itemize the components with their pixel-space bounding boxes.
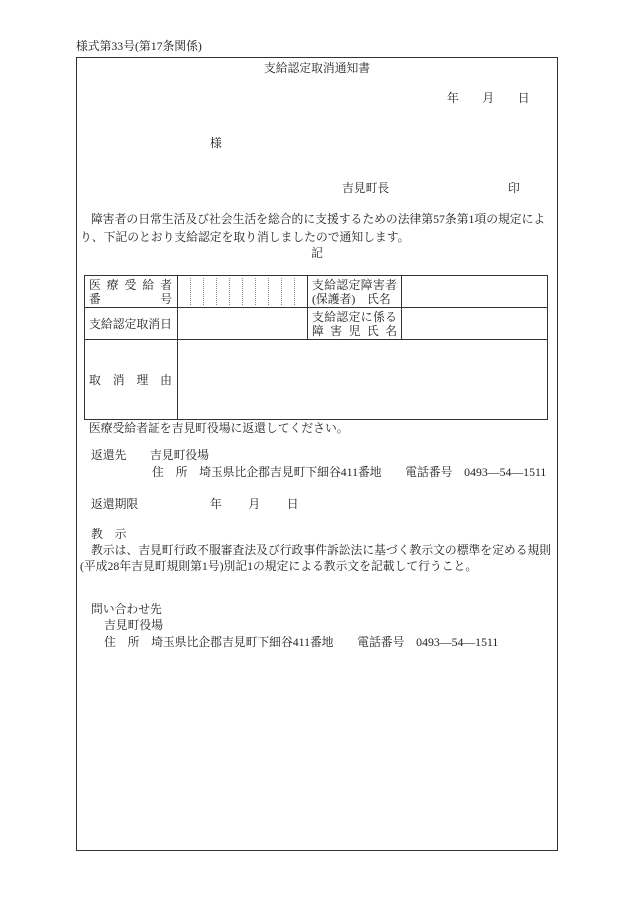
return-deadline-label: 返還期限 xyxy=(91,497,139,511)
child-name-label-line-2: 障 害 児 氏 名 xyxy=(312,323,397,338)
seal-mark: 印 xyxy=(508,181,520,195)
return-notice: 医療受給者証を吉見町役場に返還してください。 xyxy=(89,421,349,435)
return-address: 住 所 埼玉県比企郡吉見町下細谷411番地 電話番号 0493―54―1511 xyxy=(152,465,547,479)
inquiry-heading: 問い合わせ先 xyxy=(91,602,162,616)
child-name-field xyxy=(401,307,547,339)
digit-box-divider xyxy=(242,278,243,305)
certified-person-label-cell xyxy=(307,276,401,307)
return-destination: 返還先 吉見町役場 xyxy=(91,448,209,462)
issuer-name: 吉見町長 xyxy=(342,181,390,195)
document-title: 支給認定取消通知書 xyxy=(263,61,371,75)
recipient-number-field xyxy=(177,276,307,307)
issue-date: 年 月 日 xyxy=(447,91,530,105)
form-number: 様式第33号(第17条関係) xyxy=(76,39,202,53)
reason-label: 取 消 理 由 xyxy=(89,372,172,387)
body-line-1: 障害者の日常生活及び社会生活を総合的に支援するための法律第57条第1項の規定によ xyxy=(91,212,546,226)
recipient-number-label-line-2: 番 号 xyxy=(89,291,172,306)
child-name-label-line-1: 支 給 認 定 に 係 る xyxy=(312,309,397,324)
body-line-2: り、下記のとおり支給認定を取り消しましたので通知します。 xyxy=(80,230,410,244)
instruction-line-2: (平成28年吉見町規則第1号)別記1の規定による教示文を記載して行うこと。 xyxy=(80,559,478,573)
digit-box-divider xyxy=(216,278,217,305)
child-name-label-cell xyxy=(307,307,401,339)
recipient-number-label-line-1: 医 療 受 給 者 xyxy=(89,277,172,292)
digit-box-divider xyxy=(255,278,256,305)
addressee-honorific: 様 xyxy=(210,136,222,150)
digit-box-divider xyxy=(294,278,295,305)
cancel-date-label-cell xyxy=(85,307,177,339)
return-deadline-date: 年 月 日 xyxy=(210,497,300,511)
recipient-number-label-cell xyxy=(85,276,177,307)
cancel-date-field xyxy=(177,307,307,339)
digit-box-divider xyxy=(268,278,269,305)
digit-box-divider xyxy=(281,278,282,305)
certified-person-name-field xyxy=(401,276,547,307)
digit-box-divider xyxy=(229,278,230,305)
instruction-heading: 教 示 xyxy=(91,527,127,541)
inquiry-address: 住 所 埼玉県比企郡吉見町下細谷411番地 電話番号 0493―54―1511 xyxy=(104,635,499,649)
inquiry-office: 吉見町役場 xyxy=(104,618,163,632)
cancel-date-label: 支 給 認 定 取 消 日 xyxy=(89,316,172,331)
certification-table xyxy=(84,275,548,420)
digit-box-divider xyxy=(190,278,191,305)
ki-heading: 記 xyxy=(311,246,323,260)
certified-person-label-line-1: 支 給 認 定 障 害 者 xyxy=(312,277,397,292)
digit-box-divider xyxy=(203,278,204,305)
reason-label-cell xyxy=(85,339,177,419)
reason-field xyxy=(177,339,547,419)
instruction-line-1: 教示は、吉見町行政不服審査法及び行政事件訴訟法に基づく教示文の標準を定める規則 xyxy=(91,543,552,557)
certified-person-label-line-2: (保護者) 氏名 xyxy=(312,291,391,306)
